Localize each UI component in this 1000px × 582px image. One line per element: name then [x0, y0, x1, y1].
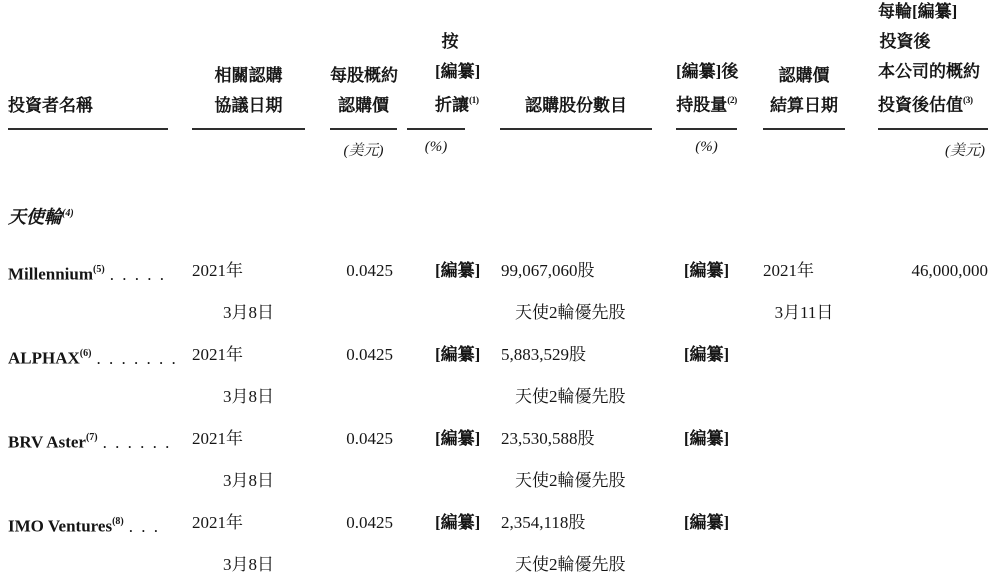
- footnote-ref-5: (5): [93, 264, 105, 275]
- settlement-date-year: [763, 418, 845, 460]
- investor-name-cell: [8, 334, 178, 418]
- unit-percent: (%): [424, 139, 448, 155]
- shares-cell: [500, 250, 652, 334]
- dot-leader: . . .: [128, 516, 160, 536]
- investor-name: Millennium: [8, 264, 94, 284]
- discount-cell: [407, 418, 481, 502]
- footnote-ref-2: (2): [727, 96, 737, 107]
- table-header: [8, 0, 1000, 130]
- spacer-line: [8, 292, 168, 334]
- agreement-date-year: 2021年: [192, 261, 243, 280]
- unit-usd: (美元): [343, 143, 384, 159]
- header-text: 相關認購: [214, 66, 283, 85]
- unit-usd: (美元): [945, 143, 985, 159]
- price-cell: [330, 502, 397, 582]
- settlement-date-cell: [763, 250, 845, 334]
- settlement-date-cell: [763, 334, 845, 418]
- header-text: 投資者名稱: [8, 96, 93, 115]
- price-value: 0.0425: [346, 429, 393, 448]
- holding-value: [編纂]: [683, 345, 730, 364]
- agreement-date-cell: [192, 250, 305, 334]
- header-text: 本公司的概約: [878, 62, 980, 82]
- settlement-date-cell: [763, 418, 845, 502]
- agreement-date-year: 2021年: [192, 513, 243, 532]
- price-value: 0.0425: [346, 513, 393, 532]
- header-discount: [407, 0, 481, 130]
- holding-value: [編纂]: [683, 513, 730, 532]
- investor-name-cell: [8, 502, 168, 582]
- header-text: 按: [441, 32, 459, 52]
- investor-name-cell: [8, 250, 168, 334]
- spacer-line: [8, 376, 168, 418]
- price-value: 0.0425: [346, 261, 393, 280]
- section-title-angel-round: [8, 202, 1000, 229]
- settlement-date-day: 3月11日: [774, 303, 834, 322]
- agreement-date-day: 3月8日: [223, 387, 274, 406]
- header-shares-subscribed: [500, 0, 652, 130]
- discount-cell: [407, 334, 481, 418]
- table-body: [0, 250, 1000, 582]
- header-text: [編纂]: [435, 62, 481, 82]
- header-text: 折讓: [435, 96, 469, 115]
- table-units-row: [8, 130, 1000, 166]
- header-text: [編纂]後: [676, 62, 739, 82]
- valuation-value: [878, 502, 988, 544]
- agreement-date-year: 2021年: [192, 429, 243, 448]
- header-settlement-date: [763, 0, 845, 130]
- settlement-date-day: [763, 460, 845, 502]
- settlement-date-cell: [763, 502, 845, 582]
- spacer-line: [8, 544, 168, 582]
- agreement-date-day: 3月8日: [223, 303, 274, 322]
- footnote-ref-7: (7): [85, 432, 98, 443]
- investor-name-line: [8, 418, 172, 460]
- header-investor-name: [8, 0, 168, 130]
- discount-value: [編纂]: [435, 429, 481, 448]
- agreement-date-cell: [192, 418, 305, 502]
- investor-name-line: [8, 250, 168, 292]
- header-text: 投資後估值: [878, 96, 963, 115]
- spacer-line: [8, 460, 168, 502]
- dot-leader: . . . . . .: [102, 432, 172, 452]
- shares-count: 5,883,529股: [501, 345, 586, 364]
- table-row-alphax: [8, 334, 1000, 418]
- valuation-cell: [878, 418, 988, 502]
- agreement-date-day: 3月8日: [223, 555, 274, 574]
- investor-name-line: [8, 334, 178, 376]
- footnote-ref-1: (1): [469, 96, 479, 107]
- shares-cell: [500, 418, 652, 502]
- price-cell: [330, 334, 397, 418]
- valuation-cell: [878, 502, 988, 582]
- price-cell: [330, 418, 397, 502]
- header-price-per-share: [330, 0, 397, 130]
- investor-name: BRV Aster: [8, 432, 86, 452]
- header-text: [676, 87, 737, 121]
- discount-value: [編纂]: [435, 261, 481, 280]
- header-text: 持股量: [676, 96, 728, 115]
- shares-count: 99,067,060股: [501, 261, 595, 280]
- valuation-value: [878, 418, 988, 460]
- footnote-ref-6: (6): [79, 348, 92, 359]
- header-text: 協議日期: [214, 96, 283, 115]
- header-text: [435, 87, 479, 121]
- dot-leader: . . . . . . .: [96, 348, 178, 368]
- shares-class: 天使2輪優先股: [515, 303, 626, 322]
- holding-cell: [676, 502, 737, 582]
- settlement-date-year: [763, 502, 845, 544]
- settlement-date-year: [763, 334, 845, 376]
- agreement-date-cell: [192, 334, 305, 418]
- investor-name-line: [8, 502, 168, 544]
- table-row-brv-aster: [8, 418, 1000, 502]
- valuation-value: [878, 334, 988, 376]
- settlement-date-day: [763, 376, 845, 418]
- header-agreement-date: [192, 0, 305, 130]
- investor-name-cell: [8, 418, 172, 502]
- shares-count: 23,530,588股: [501, 429, 595, 448]
- discount-cell: [407, 250, 481, 334]
- valuation-cell: [878, 250, 988, 334]
- footnote-ref-4: (4): [62, 208, 74, 219]
- header-text: 認購價: [338, 96, 389, 115]
- investor-name: ALPHAX: [8, 348, 80, 368]
- header-text: 每輪[編纂]: [878, 2, 958, 22]
- settlement-date-year: 2021年: [763, 261, 814, 280]
- holding-value: [編纂]: [683, 261, 730, 280]
- dot-leader: . . . . .: [109, 264, 166, 284]
- unit-percent: (%): [695, 139, 718, 155]
- discount-value: [編纂]: [435, 513, 481, 532]
- header-text: 結算日期: [770, 96, 838, 115]
- header-text: [878, 87, 973, 121]
- holding-value: [編纂]: [683, 429, 730, 448]
- footnote-ref-8: (8): [112, 516, 124, 527]
- table-row-imo-ventures: [8, 502, 1000, 582]
- header-post-money-valuation: [878, 0, 988, 130]
- shares-cell: [500, 502, 652, 582]
- header-text: 認購股份數目: [525, 96, 627, 115]
- shares-cell: [500, 334, 652, 418]
- shares-class: 天使2輪優先股: [515, 471, 626, 490]
- valuation-value: 46,000,000: [911, 261, 988, 280]
- settlement-date-day: [763, 544, 845, 582]
- table-row-millennium: [8, 250, 1000, 334]
- header-shareholding: [676, 0, 737, 130]
- price-value: 0.0425: [346, 345, 393, 364]
- section-title-text: 天使輪: [8, 207, 62, 227]
- footnote-ref-3: (3): [963, 96, 973, 107]
- header-text: 投資後: [879, 32, 931, 52]
- discount-cell: [407, 502, 481, 582]
- shares-class: 天使2輪優先股: [515, 387, 626, 406]
- holding-cell: [676, 250, 737, 334]
- investor-name: IMO Ventures: [8, 516, 113, 536]
- holding-cell: [676, 418, 737, 502]
- shares-class: 天使2輪優先股: [515, 555, 626, 574]
- agreement-date-cell: [192, 502, 305, 582]
- shares-count: 2,354,118股: [501, 513, 586, 532]
- discount-value: [編纂]: [435, 345, 481, 364]
- header-text: 認購價: [778, 66, 830, 85]
- holding-cell: [676, 334, 737, 418]
- agreement-date-day: 3月8日: [223, 471, 274, 490]
- valuation-cell: [878, 334, 988, 418]
- agreement-date-year: 2021年: [192, 345, 243, 364]
- price-cell: [330, 250, 397, 334]
- header-text: 每股概約: [330, 66, 398, 85]
